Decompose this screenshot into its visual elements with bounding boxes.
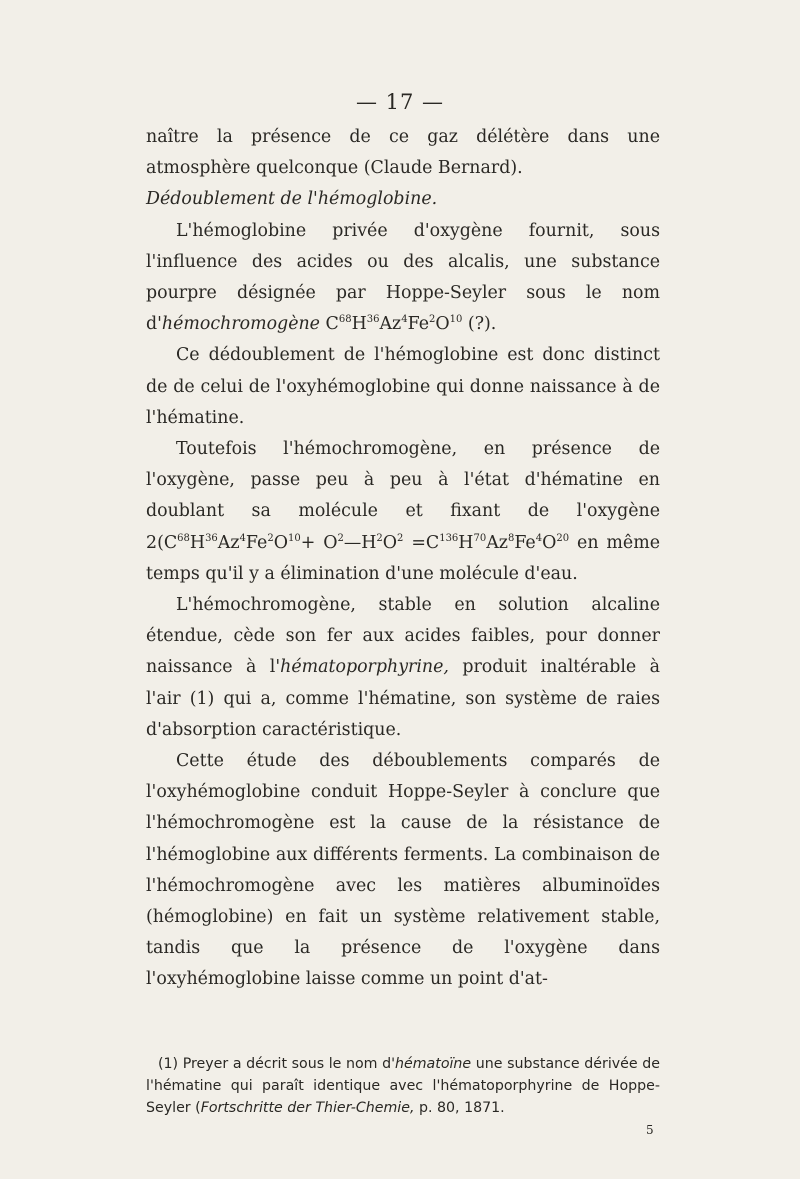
formula-superscript: 4 xyxy=(535,532,543,544)
formula-superscript: 8 xyxy=(507,532,515,544)
formula-text: (?). xyxy=(462,314,497,335)
signature-mark: 5 xyxy=(646,1123,654,1137)
emphasis-term: hématoporphyrine, xyxy=(280,657,449,678)
formula-2 xyxy=(146,533,569,553)
formula-1 xyxy=(326,314,497,334)
paragraph-oxygene xyxy=(146,434,660,590)
formula-superscript: 36 xyxy=(366,314,380,326)
formula-text: Fe xyxy=(514,532,536,553)
emphasis-term: hématoïne xyxy=(395,1056,472,1072)
formula-text: O xyxy=(435,314,450,335)
formula-superscript: 4 xyxy=(239,532,246,544)
formula-text: H xyxy=(189,532,206,553)
text-run: (1) Preyer a décrit sous le nom d' xyxy=(158,1056,396,1072)
footnote xyxy=(146,1053,660,1119)
page-number: — 17 — xyxy=(355,90,445,114)
formula-text: Fe xyxy=(407,314,429,335)
emphasis-term: hémochromogène xyxy=(161,314,320,335)
paragraph-continuation: naître la présence de ce gaz délétère dans une atmosphère quelconque (Claude Bernard). xyxy=(146,127,660,179)
formula-text: H xyxy=(351,314,367,335)
formula-superscript: 2 xyxy=(429,314,436,326)
paragraph-hematoporphyrine xyxy=(146,590,660,746)
formula-text: Az xyxy=(486,532,508,553)
formula-superscript: 10 xyxy=(287,532,301,544)
formula-text: O xyxy=(542,532,557,553)
paragraph-etude: Cette étude des déboublements comparés de l'oxyhémoglobine conduit Hoppe-Seyler à conclure que l'hémochromogène est la cause de la résistance de l'hémoglobine aux différents ferments. La combinaison de l'hémochromogène avec les matières albuminoïdes (hémoglobine) en fait un système relativement stable, tandis que la présence de l'oxygène dans l'oxyhémoglobine laisse comme un point d'at- xyxy=(146,751,660,990)
formula-superscript: 2 xyxy=(267,532,274,544)
formula-superscript: 20 xyxy=(556,532,570,544)
formula-text: + O xyxy=(300,532,338,553)
formula-superscript: 136 xyxy=(439,532,459,544)
formula-text: =C xyxy=(403,532,440,553)
text-run: p. 80, 1871. xyxy=(414,1100,505,1116)
formula-superscript: 2 xyxy=(397,532,404,544)
formula-text: O xyxy=(273,532,288,553)
text-run: Toutefois l'hémochromogène, en présence de l'oxygène, passe peu à peu à l'état d'hématine en doublant sa molécule et fixant de l'oxygène xyxy=(146,439,660,522)
formula-text: Az xyxy=(379,314,402,335)
formula-text: Fe xyxy=(245,532,268,553)
text-run: L'hémoglobine privée d'oxygène fournit, sous l'influence des acides ou des alcalis, une substance pourpre désignée par Hoppe-Seyler sous le nom d' xyxy=(146,220,660,335)
formula-superscript: 2 xyxy=(337,532,344,544)
formula-superscript: 70 xyxy=(473,532,487,544)
page-body xyxy=(146,122,660,996)
formula-superscript: 10 xyxy=(449,314,463,326)
formula-superscript: 4 xyxy=(401,314,408,326)
paragraph-dedoublement: Ce dédoublement de l'hémoglobine est donc distinct de de celui de l'oxyhémoglobine qui donne naissance à de l'hématine. xyxy=(146,345,660,428)
text-run: une substance dérivée de l'hématine qui paraît identique avec l'hématoporphyrine de Hoppe-Seyler ( xyxy=(146,1056,660,1116)
formula-superscript: 68 xyxy=(177,532,190,544)
formula-text: —H xyxy=(343,532,377,553)
text-run: L'hémochromogène, stable en solution alcaline étendue, cède son fer aux acides faibles, pour donner naissance à l' xyxy=(146,595,660,678)
formula-text: Az xyxy=(217,532,240,553)
formula-superscript: 36 xyxy=(205,532,218,544)
formula-text: 2(C xyxy=(146,532,178,553)
formula-superscript: 2 xyxy=(376,532,383,544)
section-title: Dédoublement de l'hémoglobine. xyxy=(146,189,438,210)
paragraph-hemochromogene xyxy=(146,216,660,341)
formula-text: H xyxy=(458,532,474,553)
emphasis-citation: Fortschritte der Thier-Chemie, xyxy=(200,1100,415,1116)
text-run: en même temps qu'il y a élimination d'une molécule d'eau. xyxy=(146,532,660,584)
formula-text: C xyxy=(325,314,339,335)
text-run: produit inaltérable à l'air (1) qui a, comme l'hématine, son système de raies d'absorption caractéristique. xyxy=(146,657,660,740)
formula-text: O xyxy=(382,532,398,553)
formula-superscript: 68 xyxy=(338,314,352,326)
footnote-1 xyxy=(146,1053,660,1119)
